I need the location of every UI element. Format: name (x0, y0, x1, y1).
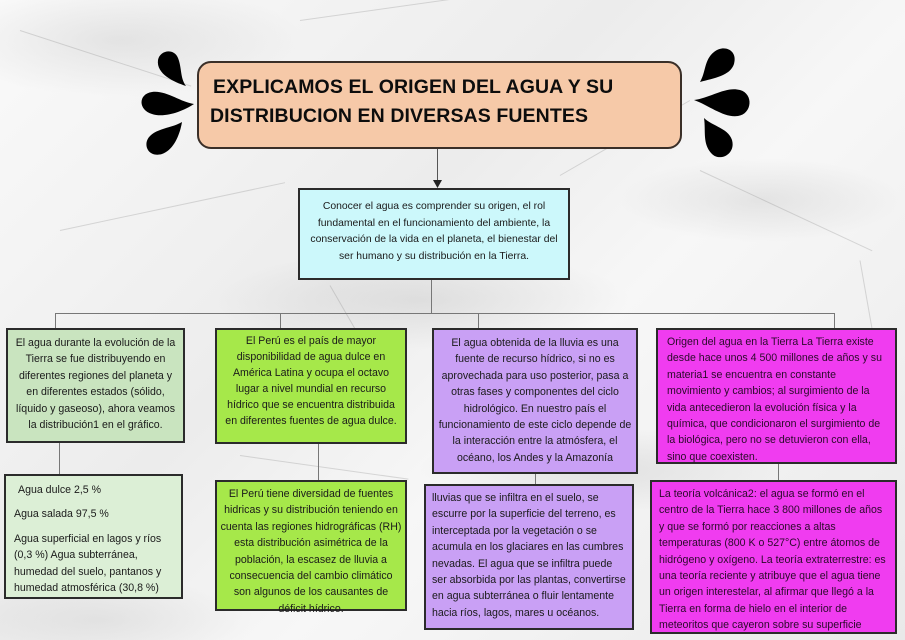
connector-line (55, 313, 835, 314)
intro-text: Conocer el agua es comprender su origen, el rol fundamental en el funcionamiento del ambiente, la conservación de la vida en el planeta, el bienestar del ser humano y su distribución en la Tierra. (310, 201, 558, 262)
branch-3-bottom-box (424, 484, 634, 630)
branch-4-bottom-box (650, 480, 897, 634)
branch-3-top-text: El agua obtenida de la lluvia es una fuente de recurso hídrico, si no es aprovechada para uso posterior, pasa a otras fases y componentes del ciclo hidrológico. En nuestro país el funcionamiento de este ciclo depende de la interacción entre la atmósfera, el océano, los Andes y la Amazonía (438, 337, 632, 464)
connector-line (437, 149, 438, 181)
water-drops-icon (690, 44, 756, 164)
fact-fresh-water: Agua dulce 2,5 % (18, 484, 102, 496)
branch-1-top-box (6, 328, 185, 443)
connector-line (318, 444, 319, 480)
connector-line (478, 313, 479, 328)
branch-2-bottom-text: El Perú tiene diversidad de fuentes hidricas y su distribución teniendo en cuenta las regiones hidrográficas (RH) esta distribución asimétrica de la población, la escasez de lluvia a consecuencia del cambio climático son algunos de los causantes de déficit hídrico. (220, 488, 402, 615)
title-box (197, 61, 682, 149)
branch-2-top-text: El Perú es el país de mayor disponibilidad de agua dulce en América Latina y ocupa el octavo lugar a nivel mundial en recurso hídrico que se encuentra distribuida en diferentes fuentes de agua dulce. (225, 335, 397, 427)
marble-vein (240, 455, 408, 480)
branch-1-top-text: El agua durante la evolución de la Tierra se fue distribuyendo en diferentes regiones del planeta y en diferentes estados (sólido, líquido y gaseoso), ahora veamos la distribución1 en el gráfico. (15, 337, 176, 432)
connector-line (59, 443, 60, 474)
arrow-down-icon (433, 180, 442, 188)
branch-4-top-box (656, 328, 897, 464)
page-title-line-2: DISTRIBUCION EN DIVERSAS FUENTES (210, 105, 589, 127)
marble-vein (300, 0, 498, 21)
connector-line (778, 464, 779, 480)
branch-2-top-box (215, 328, 407, 444)
branch-3-bottom-text: lluvias que se infiltra en el suelo, se escurre por la superficie del terreno, es interceptada por la vegetación o se acumula en los glaciares en las cumbres nevadas. El agua que se infiltra puede ser absorbida por las plantas, convertirse en agua subterránea o fluir lentamente hacia ríos, lagos, mares u océanos. (432, 492, 626, 619)
marble-vein (60, 182, 285, 231)
branch-4-top-text: Origen del agua en la Tierra La Tierra existe desde hace unos 4 500 millones de años y su materia1 se encuentra en constante movimiento y cambios; al surgimiento de la vida antecedieron la evolución física y la química, que condicionaron el surgimiento de la biológica, pero no se detuvieron con ella, sino que coexisten. (667, 336, 882, 463)
intro-box (298, 188, 570, 280)
connector-line (280, 313, 281, 328)
marble-vein (700, 170, 873, 251)
page-title-line-1: EXPLICAMOS EL ORIGEN DEL AGUA Y SU (213, 76, 614, 98)
branch-1-bottom-box (4, 474, 183, 599)
connector-line (535, 474, 536, 484)
water-drops-icon (134, 46, 196, 164)
connector-line (55, 313, 56, 328)
fact-surface-water: Agua superficial en lagos y ríos (0,3 %) Agua subterránea, humedad del suelo, pantanos y humedad atmosférica (30,8 %) (14, 532, 162, 595)
connector-line (834, 313, 835, 328)
connector-line (431, 280, 432, 313)
branch-3-top-box (432, 328, 638, 474)
branch-4-bottom-text: La teoría volcánica2: el agua se formó en el centro de la Tierra hace 3 800 millones de años y que se formó por reacciones a altas temperaturas (800 K o 527°C) entre átomos de hidrógeno y oxígeno. La teoría extraterrestre: es una teoría reciente y atribuye que el agua tiene un origen interestelar, al afirmar que llegó a la Tierra en forma de hielo en el interior de meteoritos que cayeron sobre su superficie (659, 488, 886, 632)
branch-2-bottom-box (215, 480, 407, 615)
fact-salt-water: Agua salada 97,5 % (14, 508, 109, 521)
